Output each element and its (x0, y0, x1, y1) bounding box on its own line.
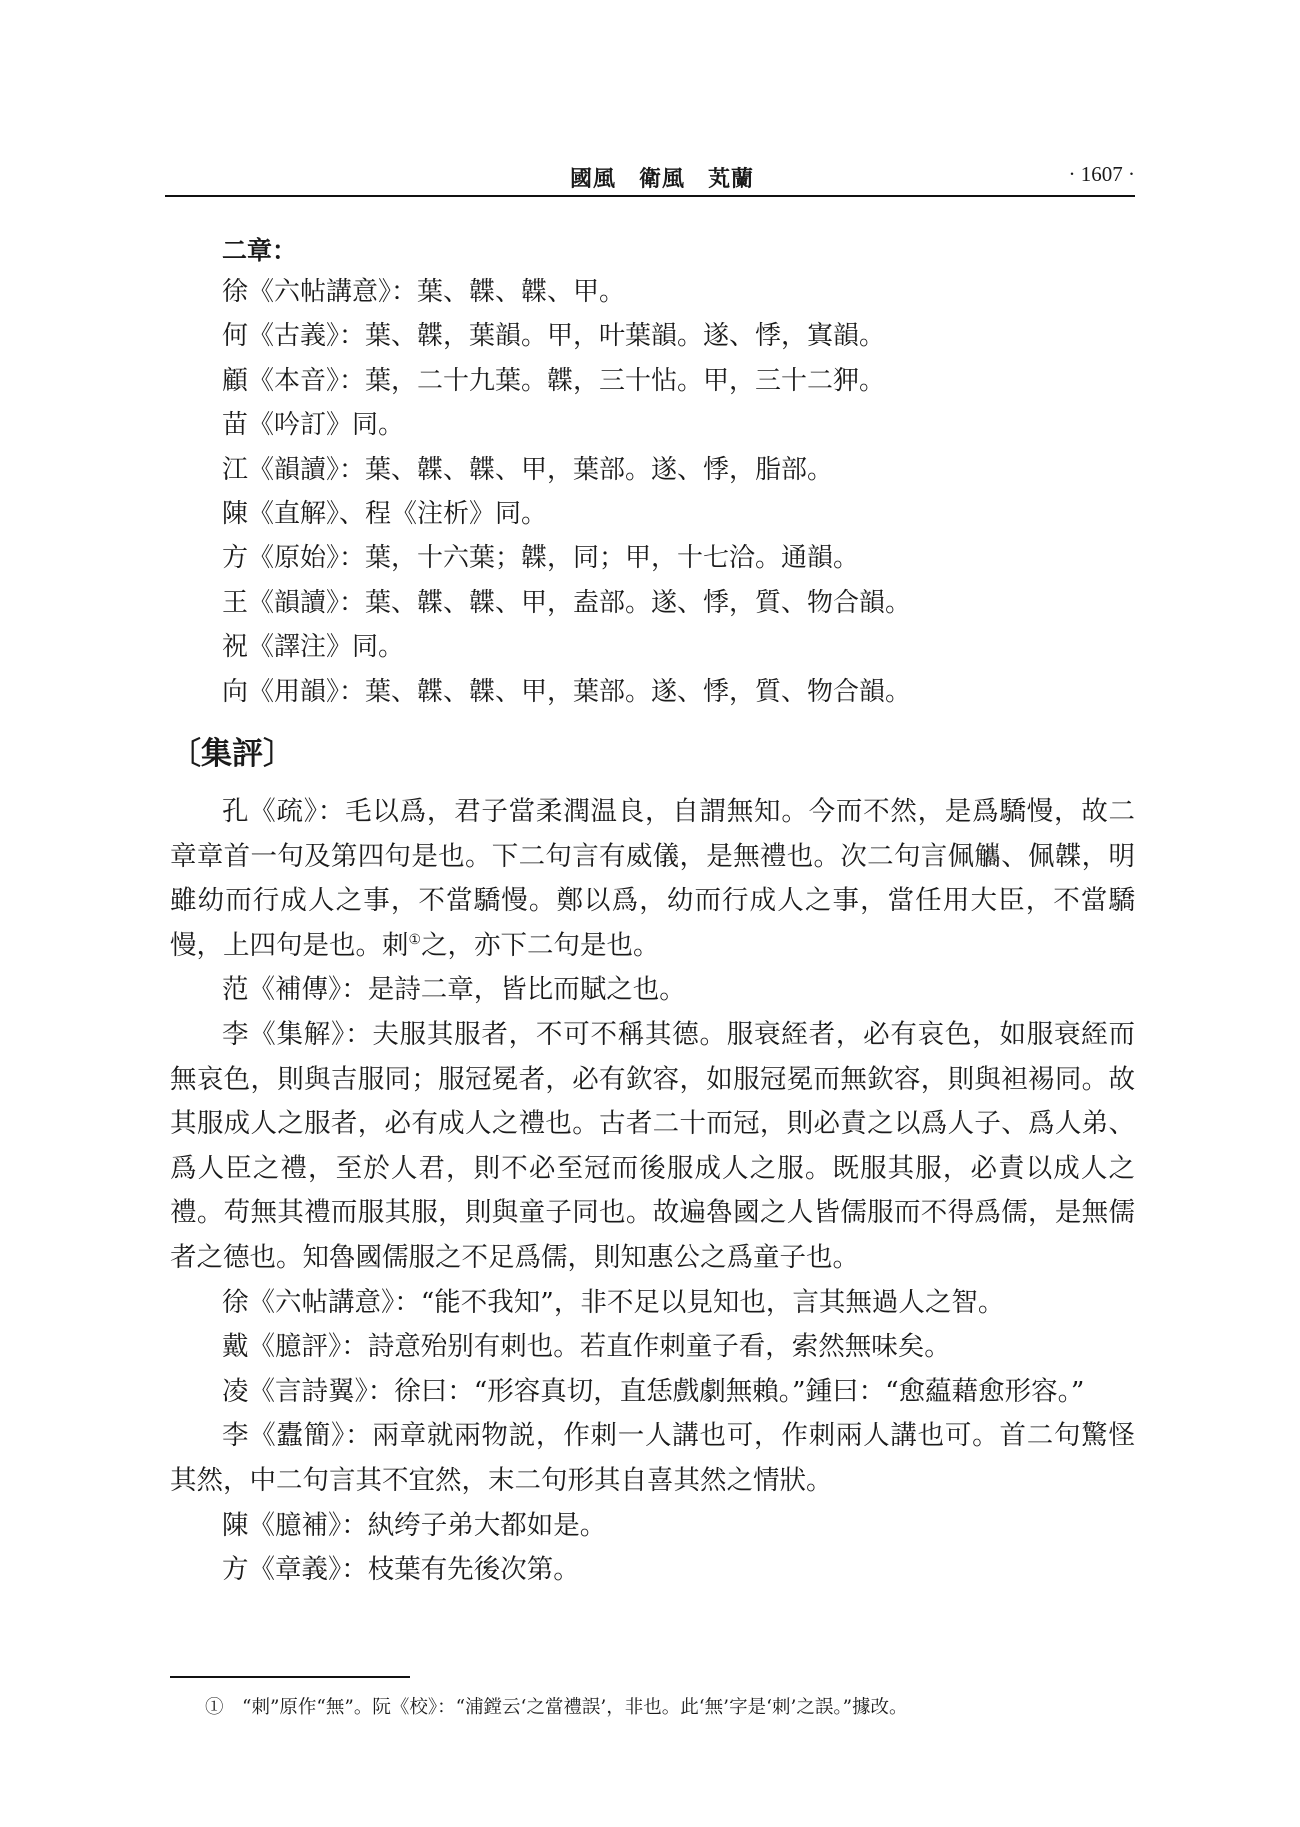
body-text (170, 232, 1135, 1593)
rhyme-line: 王《韻讀》：葉、韘、韘、甲，盍部。遂、悸，質、物合韻。 (222, 587, 912, 618)
rhyme-line: 方《原始》：葉，十六葉；韘，同；甲，十七洽。通韻。 (222, 543, 860, 574)
header-rule (165, 195, 1135, 197)
commentary-paragraph: 李《蠹簡》：兩章就兩物説，作刺一人講也可，作刺兩人講也可。首二句驚怪其然，中二句言其不宜然，末二句形其自喜其然之情狀。 (170, 1420, 1135, 1496)
footnote-marker[interactable]: ① (408, 932, 422, 949)
section-heading-stanza-2: 二章： (222, 236, 298, 265)
commentary-paragraph: 陳《臆補》：紈绔子弟大都如是。 (222, 1509, 607, 1541)
rhyme-line: 何《古義》：葉、韘，葉韻。甲，叶葉韻。遂、悸，寘韻。 (222, 321, 886, 352)
rhyme-line: 陳《直解》、程《注析》同。 (222, 499, 548, 530)
commentary-paragraph: 方《章義》：枝葉有先後次第。 (222, 1554, 580, 1586)
commentary-heading: 〔集評〕 (170, 736, 294, 773)
commentary-paragraph: 戴《臆評》：詩意殆别有刺也。若直作刺童子看，索然無味矣。 (222, 1331, 951, 1363)
rhyme-line: 祝《譯注》同。 (222, 632, 405, 663)
rhyme-line: 江《韻讀》：葉、韘、韘、甲，葉部。遂、悸，脂部。 (222, 454, 834, 485)
rhyme-line: 向《用韻》：葉、韘、韘、甲，葉部。遂、悸，質、物合韻。 (222, 676, 912, 707)
commentary-paragraph: 凌《言詩翼》：徐曰：“形容真切，直恁戲劇無賴。”鍾曰：“愈藴藉愈形容。” (222, 1375, 1085, 1407)
running-head-title: 國風 衛風 芄蘭 (570, 166, 755, 192)
footnote: ① “刺”原作“無”。阮《校》：“浦鏜云‘之當禮誤’，非也。此‘無’字是‘刺’之誤。”據改。 (205, 1697, 908, 1718)
commentary-text: 之，亦下二句是也。 (421, 929, 660, 961)
rhyme-line: 徐《六帖講意》：葉、韘、韘、甲。 (222, 277, 626, 307)
footnote-rule (170, 1676, 410, 1678)
commentary-paragraph: 徐《六帖講意》：“能不我知”，非不足以見知也，言其無過人之智。 (222, 1286, 1005, 1318)
rhyme-line: 顧《本音》：葉，二十九葉。韘，三十怗。甲，三十二狎。 (222, 365, 886, 396)
commentary-paragraph: 李《集解》：夫服其服者，不可不稱其德。服衰絰者，必有哀色，如服衰絰而無哀色，則與吉服同；服冠冕者，必有欽容，如服冠冕而無欽容，則與袒裼同。故其服成人之服者，必有成人之禮也。古者二十而冠，則必責之以爲人子、爲人弟、爲人臣之禮，至於人君，則不必至冠而後服成人之服。既服其服，必責以成人之禮。苟無其禮而服其服，則與童子同也。故遍魯國之人皆儒服而不得爲儒，是無儒者之德也。知魯國儒服之不足爲儒，則知惠公之爲童子也。 (170, 1019, 1135, 1273)
commentary-paragraph (170, 790, 1135, 968)
running-head (165, 158, 1135, 198)
commentary-paragraph: 范《補傳》：是詩二章，皆比而賦之也。 (222, 974, 686, 1006)
commentary-text: 孔《疏》：毛以爲，君子當柔潤温良，自謂無知。今而不然，是爲驕慢，故二章章首一句及第四句是也。下二句言有威儀，是無禮也。次二句言佩觿、佩韘，明雖幼而行成人之事，不當驕慢。鄭以爲，幼而行成人之事，當任用大臣，不當驕慢，上四句是也。刺 (170, 796, 1135, 961)
rhyme-line: 苗《吟訂》同。 (222, 410, 405, 441)
page-number: · 1607 · (1068, 162, 1135, 186)
